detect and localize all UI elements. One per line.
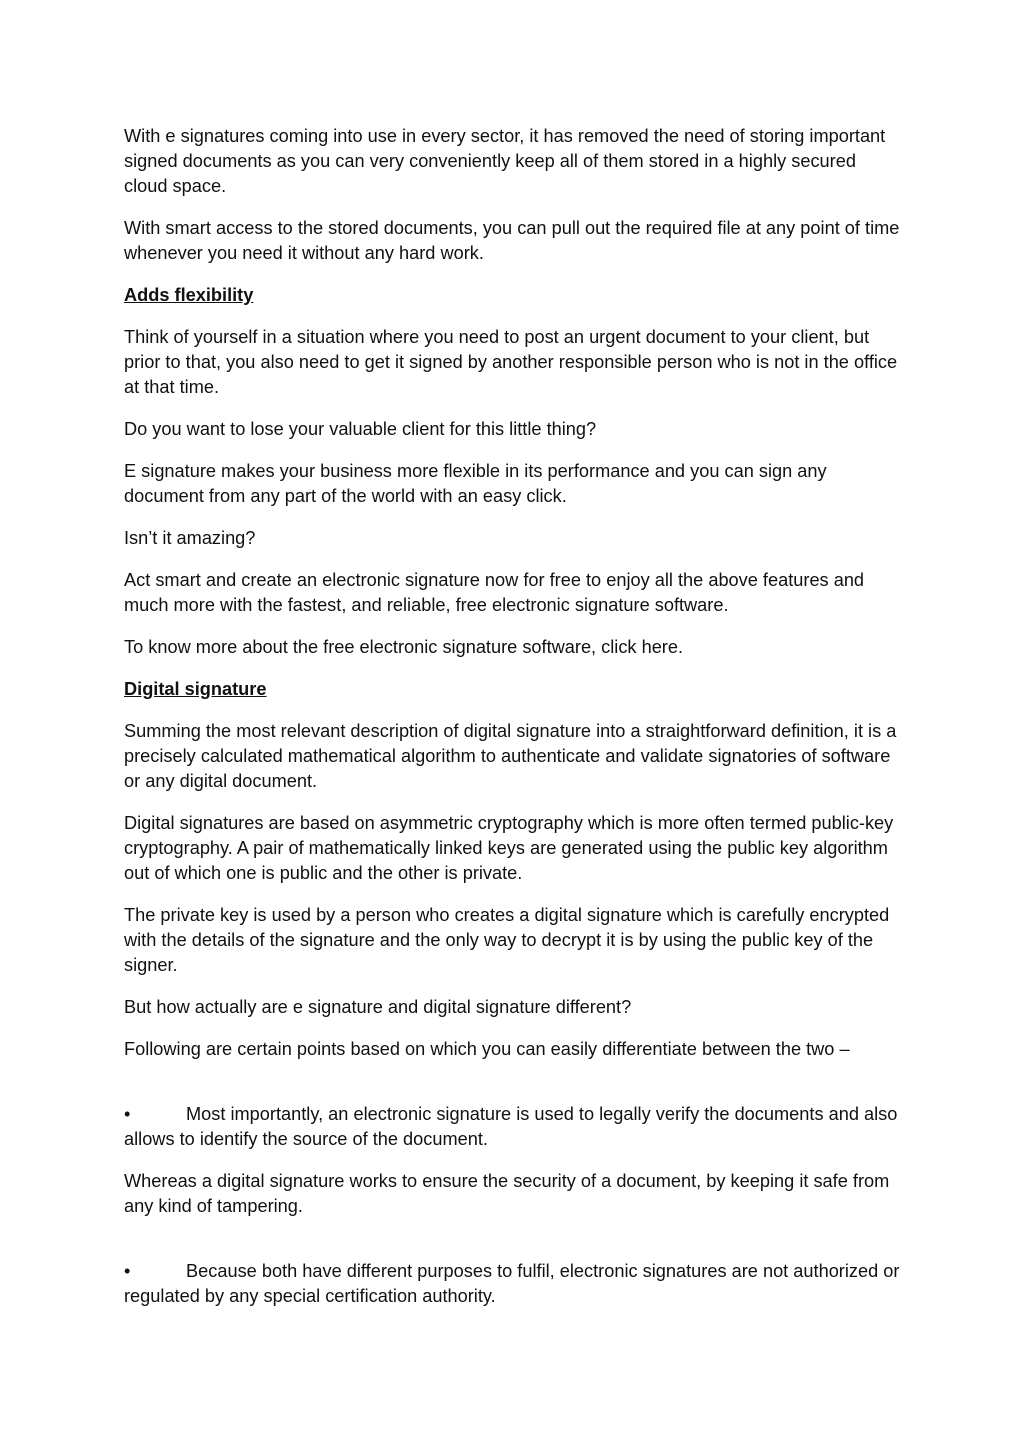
paragraph: Act smart and create an electronic signature now for free to enjoy all the above features and much more with the fastest, and reliable, free electronic signature software. [124, 570, 865, 615]
bullet-text: Because both have different purposes to fulfil, electronic signatures are not authorized or regulated by any special certification authority. [124, 1261, 900, 1306]
paragraph: Summing the most relevant description of digital signature into a straightforward definition, it is a precisely calculated mathematical algorithm to authenticate and validate signatories of software or any digital document. [124, 721, 897, 791]
paragraph: Isn’t it amazing? [124, 528, 256, 548]
paragraph: To know more about the free electronic signature software, click here. [124, 637, 684, 657]
paragraph: The private key is used by a person who creates a digital signature which is carefully encrypted with the details of the signature and the only way to decrypt it is by using the public key of the signer. [124, 905, 890, 975]
paragraph: Whereas a digital signature works to ensure the security of a document, by keeping it safe from any kind of tampering. [124, 1171, 890, 1216]
paragraph: With smart access to the stored documents, you can pull out the required file at any point of time whenever you need it without any hard work. [124, 218, 900, 263]
bullet-item [124, 1102, 904, 1152]
paragraph: With e signatures coming into use in every sector, it has removed the need of storing important signed documents as you can very conveniently keep all of them stored in a highly secured cloud space. [124, 126, 886, 196]
bullet-item [124, 1259, 904, 1309]
paragraph: Following are certain points based on which you can easily differentiate between the two – [124, 1039, 850, 1059]
document-page [124, 124, 904, 1326]
paragraph: Digital signatures are based on asymmetric cryptography which is more often termed public-key cryptography. A pair of mathematically linked keys are generated using the public key algorithm out of which one is public and the other is private. [124, 813, 894, 883]
paragraph: Do you want to lose your valuable client for this little thing? [124, 419, 597, 439]
section-heading: Digital signature [124, 679, 267, 699]
bullet-marker: • [124, 1261, 131, 1281]
paragraph: E signature makes your business more flexible in its performance and you can sign any document from any part of the world with an easy click. [124, 461, 827, 506]
bullet-marker: • [124, 1104, 131, 1124]
paragraph: Think of yourself in a situation where you need to post an urgent document to your client, but prior to that, you also need to get it signed by another responsible person who is not in the office at that time. [124, 327, 898, 397]
paragraph: But how actually are e signature and digital signature different? [124, 997, 632, 1017]
bullet-text: Most importantly, an electronic signature is used to legally verify the documents and also allows to identify the source of the document. [124, 1104, 898, 1149]
section-heading: Adds flexibility [124, 285, 254, 305]
